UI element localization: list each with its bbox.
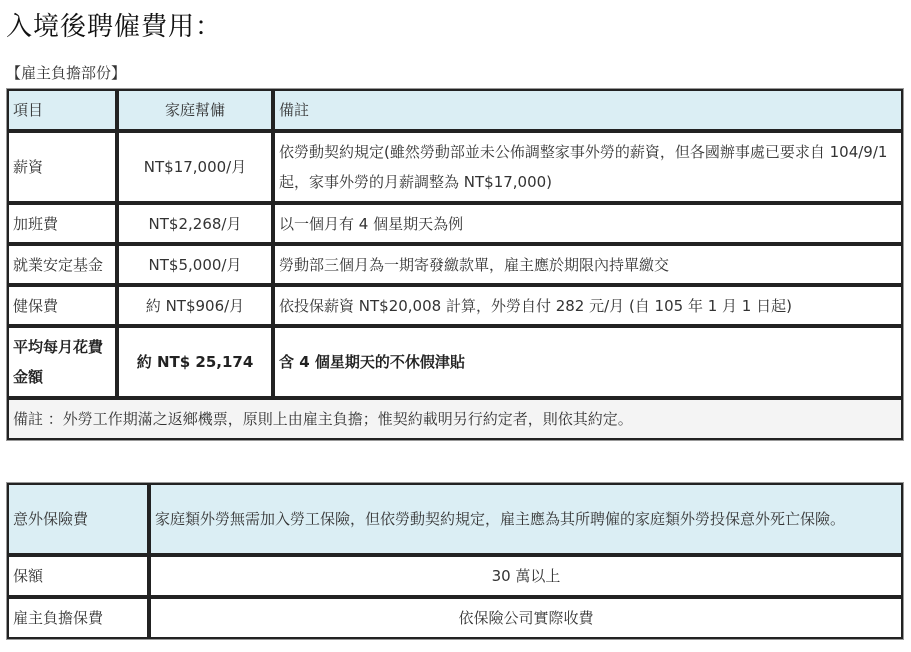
header-domestic-helper: 家庭幫傭	[117, 89, 273, 131]
row-label: 雇主負擔保費	[7, 597, 149, 639]
row-note: 勞動部三個月為一期寄發繳款單，雇主應於期限內持單繳交	[273, 244, 903, 285]
row-value: 依保險公司實際收費	[149, 597, 903, 639]
row-value: 30 萬以上	[149, 555, 903, 597]
row-note: 依勞動契約規定(雖然勞動部並未公佈調整家事外勞的薪資，但各國辦事處已要求自 104/9/1 起，家事外勞的月薪調整為 NT$17,000)	[273, 131, 903, 203]
table-row	[7, 244, 903, 285]
table-row	[7, 131, 903, 203]
row-note: 依投保薪資 NT$20,008 計算，外勞自付 282 元/月 (自 105 年 1 月 1 日起)	[273, 285, 903, 326]
row-note: 含 4 個星期天的不休假津貼	[273, 326, 903, 398]
row-price: NT$2,268/月	[117, 203, 273, 244]
table-row	[7, 483, 903, 555]
table-row	[7, 285, 903, 326]
table-row-total	[7, 326, 903, 398]
row-price: 約 NT$ 25,174	[117, 326, 273, 398]
header-note: 備註	[273, 89, 903, 131]
row-item: 平均每月花費金額	[7, 326, 117, 398]
table-row	[7, 597, 903, 639]
row-price: 約 NT$906/月	[117, 285, 273, 326]
row-note: 以一個月有 4 個星期天為例	[273, 203, 903, 244]
row-item: 薪資	[7, 131, 117, 203]
row-value: 家庭類外勞無需加入勞工保險，但依勞動契約規定，雇主應為其所聘僱的家庭類外勞投保意外死亡保險。	[149, 483, 903, 555]
row-item: 就業安定基金	[7, 244, 117, 285]
table-row	[7, 555, 903, 597]
table-footnote-row	[7, 398, 903, 440]
header-item: 項目	[7, 89, 117, 131]
row-label: 意外保險費	[7, 483, 149, 555]
row-item: 健保費	[7, 285, 117, 326]
insurance-table	[6, 482, 904, 640]
table-header-row	[7, 89, 903, 131]
row-price: NT$17,000/月	[117, 131, 273, 203]
row-price: NT$5,000/月	[117, 244, 273, 285]
page-title: 入境後聘僱費用：	[6, 12, 223, 42]
section-label: 【雇主負擔部份】	[6, 64, 127, 82]
row-item: 加班費	[7, 203, 117, 244]
table-row	[7, 203, 903, 244]
employer-cost-table	[6, 88, 904, 441]
row-label: 保額	[7, 555, 149, 597]
footnote: 備註 ：外勞工作期滿之返鄉機票，原則上由雇主負擔；惟契約載明另行約定者，則依其約定。	[7, 398, 903, 440]
